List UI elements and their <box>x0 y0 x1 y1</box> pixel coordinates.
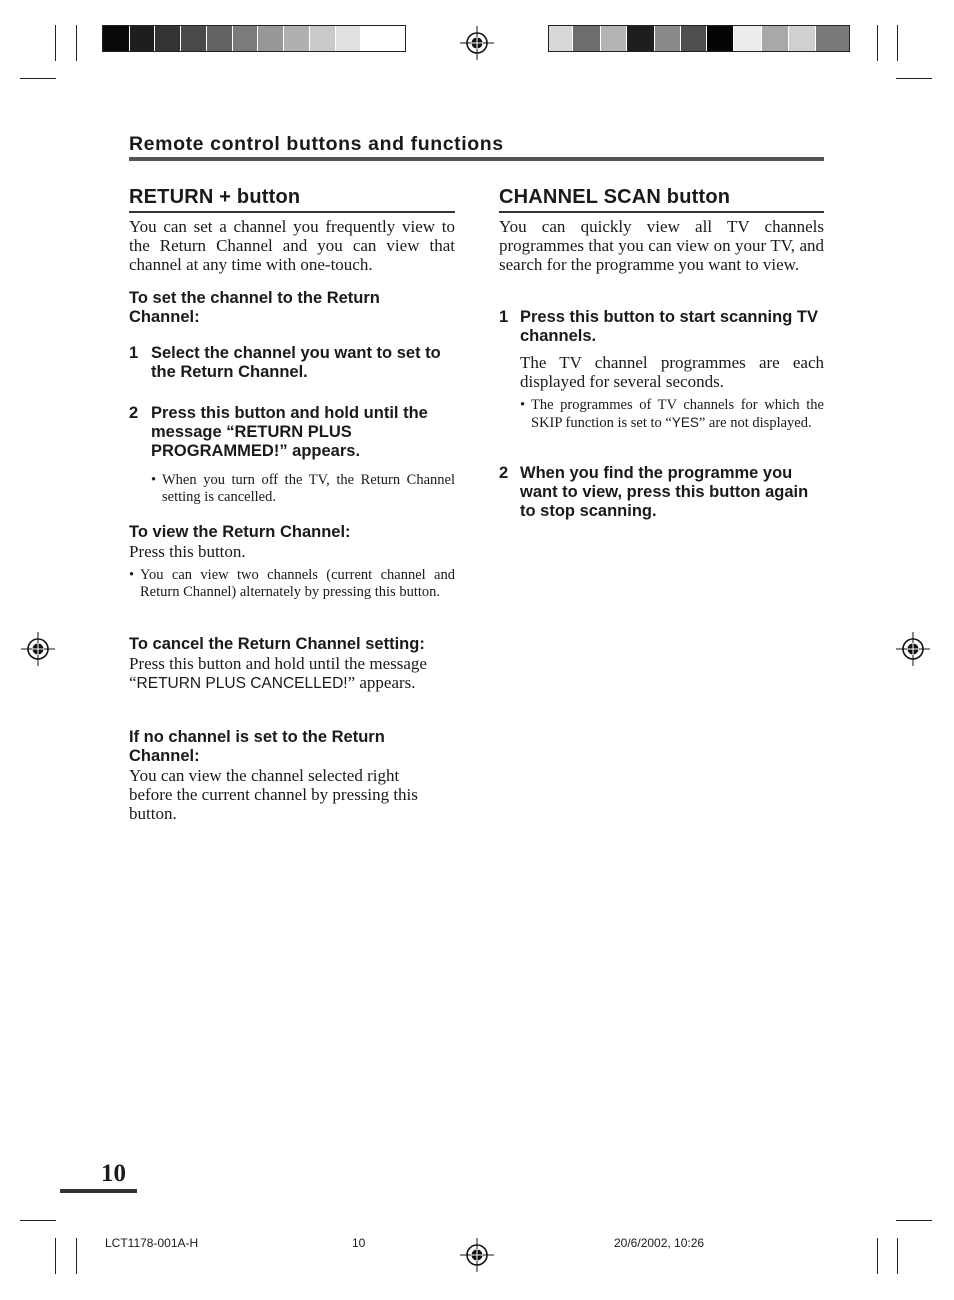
view-return-text: Press this button. <box>129 542 246 561</box>
return-button-heading: RETURN + button <box>129 186 301 208</box>
crop-mark <box>76 25 77 61</box>
cancel-message: RETURN PLUS CANCELLED! <box>136 675 348 692</box>
cancel-return-heading: To cancel the Return Channel setting: <box>129 635 425 653</box>
crop-mark <box>20 1220 56 1221</box>
crop-mark <box>897 25 898 61</box>
crop-mark <box>877 1238 878 1274</box>
step-number: 1 <box>499 308 509 326</box>
step-note <box>531 397 824 432</box>
footer-code: LCT1178-001A-H <box>105 1236 199 1250</box>
registration-mark-icon <box>896 632 930 666</box>
note-text-part: ” are not displayed. <box>698 415 812 431</box>
note-text-part: The programmes of TV channels for which the SKIP function is set to “ <box>531 397 824 431</box>
registration-mark-icon <box>460 26 494 60</box>
step-text: When you find the programme you want to view, press this button again to stop scanning. <box>520 464 809 520</box>
step-number: 1 <box>129 344 139 362</box>
no-channel-heading: If no channel is set to the Return Channel: <box>129 728 385 765</box>
right-heading-rule <box>499 211 824 213</box>
cancel-text-part: Press this button and hold until the message “ <box>129 654 427 692</box>
bullet-icon: • <box>129 567 135 583</box>
left-heading-rule <box>129 211 455 213</box>
registration-mark-icon <box>460 1238 494 1272</box>
view-return-heading: To view the Return Channel: <box>129 523 351 541</box>
note-yes: YES <box>671 415 699 430</box>
step-text: Press this button and hold until the message “RETURN PLUS PROGRAMMED!” appears. <box>151 404 428 460</box>
footer-page: 10 <box>352 1236 366 1250</box>
crop-mark <box>76 1238 77 1274</box>
bullet-icon: • <box>151 472 157 488</box>
step-number: 2 <box>129 404 139 422</box>
channel-scan-intro: You can quickly view all TV channels programmes that you can view on your TV, and search for the programme you want to view. <box>499 217 824 274</box>
crop-mark <box>896 78 932 79</box>
channel-scan-heading: CHANNEL SCAN button <box>499 186 731 208</box>
view-return-note: You can view two channels (current channel and Return Channel) alternately by pressing this button. <box>140 567 455 600</box>
set-return-heading: To set the channel to the Return Channel: <box>129 289 380 326</box>
bullet-icon: • <box>520 397 526 413</box>
return-intro: You can set a channel you frequently view to the Return Channel and you can view that channel at any time with one-touch. <box>129 217 455 274</box>
grayscale-bar-right-outline <box>548 25 850 52</box>
crop-mark <box>20 78 56 79</box>
section-rule <box>129 157 824 161</box>
step-detail: The TV channel programmes are each displayed for several seconds. <box>520 353 824 391</box>
grayscale-bar-left-outline <box>102 25 406 52</box>
step-text: Select the channel you want to set to the Return Channel. <box>151 344 441 381</box>
step-note: When you turn off the TV, the Return Channel setting is cancelled. <box>162 472 455 505</box>
crop-mark <box>896 1220 932 1221</box>
page-number: 10 <box>101 1160 126 1187</box>
page-number-rule <box>60 1189 137 1193</box>
no-channel-text: You can view the channel selected right before the current channel by pressing this button. <box>129 766 418 823</box>
crop-mark <box>897 1238 898 1274</box>
crop-mark <box>55 25 56 61</box>
cancel-text-part: ” appears. <box>347 673 416 692</box>
registration-mark-icon <box>21 632 55 666</box>
step-text: Press this button to start scanning TV channels. <box>520 308 818 345</box>
cancel-return-text <box>129 654 455 693</box>
section-title: Remote control buttons and functions <box>129 133 504 155</box>
crop-mark <box>55 1238 56 1274</box>
footer-date: 20/6/2002, 10:26 <box>614 1236 705 1250</box>
crop-mark <box>877 25 878 61</box>
step-number: 2 <box>499 464 509 482</box>
